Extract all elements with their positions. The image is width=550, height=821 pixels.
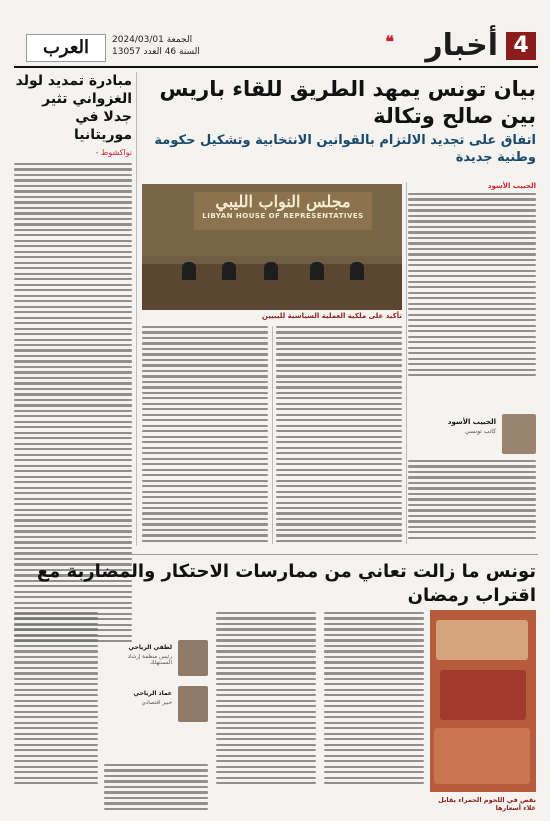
author-box — [408, 414, 536, 454]
quote1-name: لطفي الرياحي — [128, 644, 172, 651]
issue-date: الجمعة 2024/03/01 — [112, 35, 193, 45]
issue-info — [112, 34, 200, 58]
main-body-col-1b — [408, 460, 536, 542]
side-byline: نواكشوط - — [95, 148, 132, 157]
photo-caption: تأكيد على ملكية العملية السياسية لليبيين — [262, 312, 402, 320]
column-divider — [406, 182, 407, 544]
quote2-name: عماد الرياحي — [133, 690, 172, 697]
issue-number: السنة 46 العدد 13057 — [112, 47, 200, 57]
quote-icon: ❝ — [385, 32, 394, 51]
second-body-col-3 — [104, 764, 208, 813]
market-photo — [430, 610, 536, 792]
header-rule — [14, 66, 538, 68]
photo-sign — [194, 192, 372, 230]
photo-sign-english: LIBYAN HOUSE OF REPRESENTATIVES — [202, 212, 364, 220]
author-name: الحبيب الأسود — [447, 418, 496, 426]
quote1-role: رئيس منظمة إرشاد المستهلك — [127, 654, 172, 666]
main-body-col-3 — [142, 326, 268, 545]
author-role: كاتب تونسي — [465, 428, 496, 435]
lead-label: الحبيب الأسود — [487, 182, 536, 190]
newspaper-logo: العرب — [26, 34, 106, 62]
second-body-col-2 — [216, 612, 316, 788]
main-body-col-1 — [408, 182, 536, 379]
market-photo-caption: نقص في اللحوم الحمراء يقابل غلاء أسعارها — [438, 796, 536, 812]
side-headline: مبادرة تمديد لولد الغزواني تثير جدلا في موريتانيا — [15, 73, 132, 143]
column-divider — [272, 326, 273, 544]
main-subheadline: اتفاق على تجديد الالتزام بالقوانين الانتخابية وتشكيل حكومة وطنية جديدة — [154, 133, 536, 165]
photo-sign-arabic: مجلس النواب الليبي — [215, 192, 351, 211]
column-divider — [136, 72, 137, 546]
page-header — [0, 0, 550, 62]
quote-box — [104, 640, 208, 760]
section-title: أخبار — [425, 28, 498, 63]
quote2-role: خبير اقتصادي — [141, 700, 172, 706]
quote2-photo — [178, 686, 208, 722]
parliament-photo — [142, 184, 402, 310]
second-body-col-1 — [324, 612, 424, 788]
main-headline: بيان تونس يمهد الطريق للقاء باريس بين صالح وتكالة — [159, 77, 536, 128]
second-headline: تونس ما زالت تعاني من ممارسات الاحتكار والمضاربة مع اقتراب رمضان — [36, 561, 536, 606]
story-divider — [14, 554, 538, 555]
author-photo — [502, 414, 536, 454]
main-body-col-2 — [276, 326, 402, 545]
second-body-col-4 — [14, 612, 98, 788]
page-number: 4 — [506, 32, 536, 60]
quote1-photo — [178, 640, 208, 676]
